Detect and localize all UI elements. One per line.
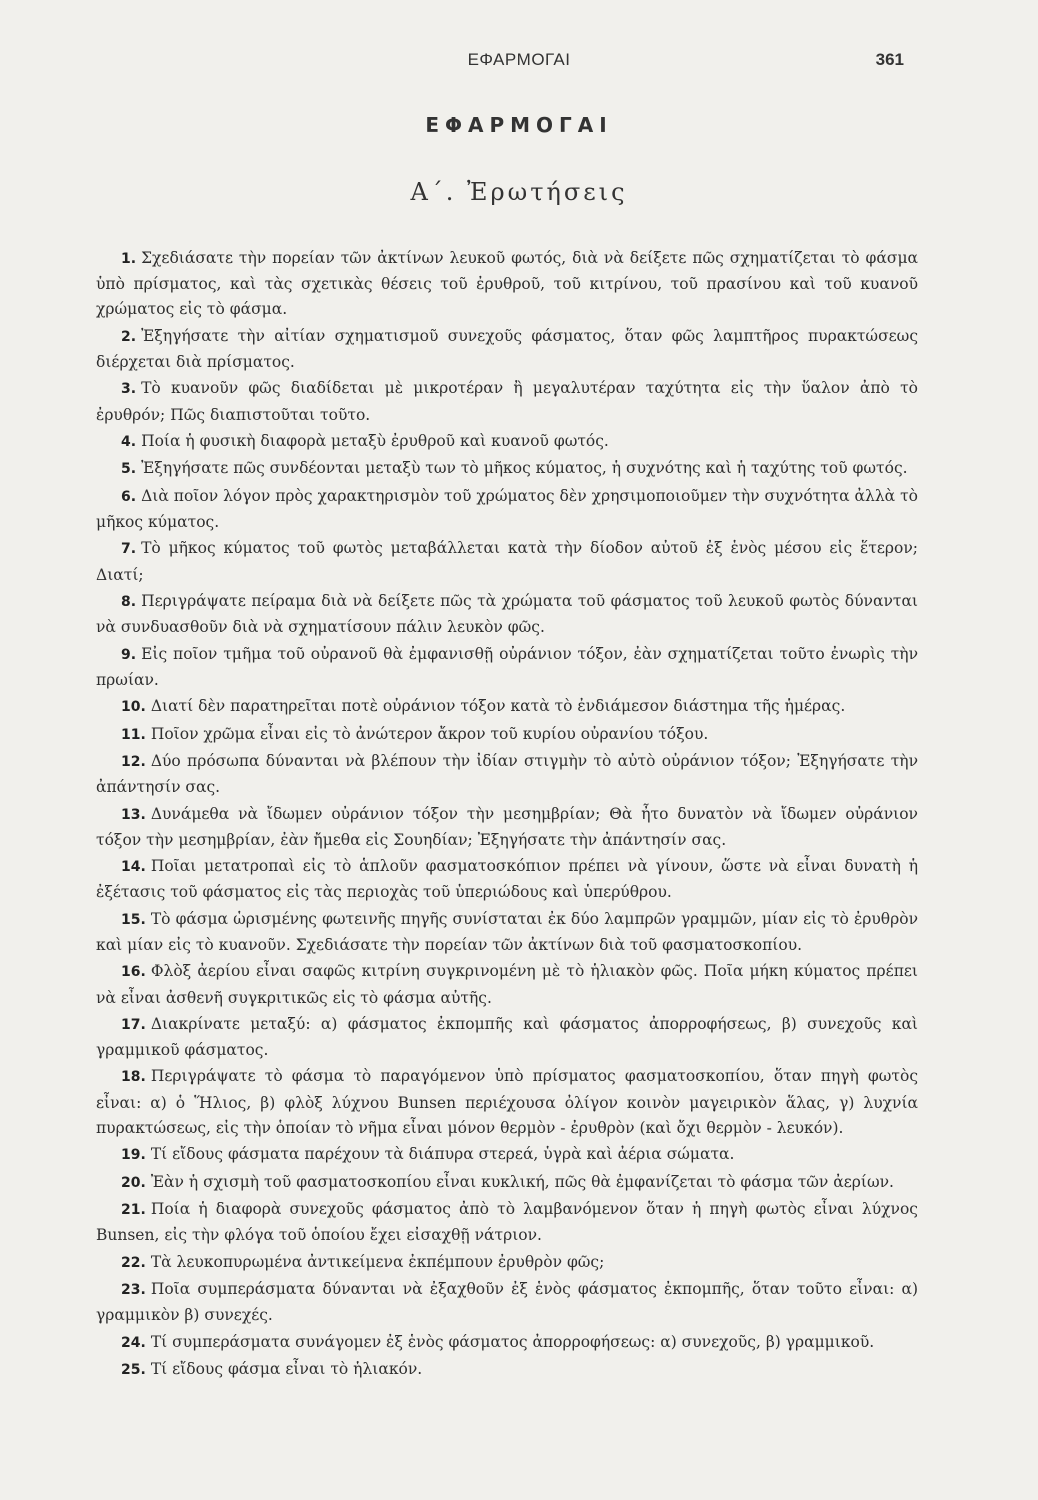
question-number: 16. [121, 964, 146, 981]
question-item [96, 749, 918, 800]
question-item [96, 1277, 918, 1328]
question-number: 5. [121, 461, 137, 478]
question-text: Ἐὰν ἡ σχισμὴ τοῦ φασματοσκοπίου εἶναι κυκλική, πῶς θὰ ἐμφανίζεται τὸ φάσμα τῶν ἀερίων. [150, 1172, 894, 1191]
question-text: Ποία ἡ φυσικὴ διαφορὰ μεταξὺ ἐρυθροῦ καὶ κυανοῦ φωτός. [141, 431, 609, 450]
question-text: Σχεδιάσατε τὴν πορείαν τῶν ἀκτίνων λευκοῦ φωτός, διὰ νὰ δείξετε πῶς σχηματίζεται τὸ φάσμα ὑπὸ πρίσματος, καὶ τὰς σχετικὰς θέσεις τοῦ ἐρυθροῦ, τοῦ κιτρίνου, τοῦ πρασίνου καὶ τοῦ κυανοῦ χρώματος εἰς τὸ φάσμα. [96, 249, 918, 319]
question-text: Διατί δὲν παρατηρεῖται ποτὲ οὐράνιον τόξον κατὰ τὸ ἐνδιάμεσον διάστημα τῆς ἡμέρας. [150, 697, 846, 716]
question-number: 4. [121, 433, 137, 450]
question-text: Διακρίνατε μεταξύ: α) φάσματος ἐκπομπῆς καὶ φάσματος ἀπορροφήσεως, β) συνεχοῦς καὶ γραμμικοῦ φάσματος. [96, 1014, 918, 1060]
question-number: 23. [121, 1282, 146, 1299]
question-text: Τί εἴδους φάσμα εἶναι τὸ ἡλιακόν. [150, 1360, 423, 1379]
question-number: 9. [121, 646, 137, 663]
question-text: Δύο πρόσωπα δύνανται νὰ βλέπουν τὴν ἰδίαν στιγμὴν τὸ αὐτὸ οὐράνιον τόξον; Ἐξηγήσατε τὴν ἀπάντησίν σας. [96, 751, 918, 797]
question-item [96, 429, 918, 455]
question-text: Περιγράψατε τὸ φάσμα τὸ παραγόμενον ὑπὸ πρίσματος φασματοσκοπίου, ὅταν πηγὴ φωτὸς εἶναι: α) ὁ Ἥλιος, β) φλὸξ λύχνου Bunsen περιέχουσα ὀλίγον κοινὸν μαγειρικὸν ἅλας, γ) λυχνία πυρακτώσεως, εἰς τὴν ὁποίαν τὸ νῆμα εἶναι μόνον θερμὸν - ἐρυθρὸν (καὶ ὄχι θερμὸν - λευκόν). [96, 1067, 918, 1137]
question-text: Ποῖα συμπεράσματα δύνανται νὰ ἐξαχθοῦν ἐξ ἑνὸς φάσματος ἐκπομπῆς, ὅταν τοῦτο εἶναι: α) γραμμικὸν β) συνεχές. [96, 1280, 918, 1325]
question-text: Διὰ ποῖον λόγον πρὸς χαρακτηρισμὸν τοῦ χρώματος δὲν χρησιμοποιοῦμεν τὴν συχνότητα ἀλλὰ τὸ μῆκος κύματος. [96, 486, 918, 531]
question-item [96, 1197, 918, 1248]
question-number: 1. [121, 251, 137, 267]
subsection-title: Α΄. Ἐρωτήσεις [410, 178, 628, 206]
question-item [96, 1330, 918, 1356]
page-number: 361 [875, 50, 904, 69]
question-item [96, 589, 918, 640]
question-text: Τὸ μῆκος κύματος τοῦ φωτὸς μεταβάλλεται κατὰ τὴν δίοδον αὐτοῦ ἐξ ἑνὸς μέσου εἰς ἕτερον; Διατί; [96, 539, 918, 584]
question-text: Ποῖαι μετατροπαὶ εἰς τὸ ἁπλοῦν φασματοσκόπιον πρέπει νὰ γίνουν, ὥστε νὰ εἶναι δυνατὴ ἡ ἐξέτασις τοῦ φάσματος εἰς τὰς περιοχὰς τοῦ ὑπεριώδους καὶ ὑπερύθρου. [96, 857, 918, 902]
question-text: Ποία ἡ διαφορὰ συνεχοῦς φάσματος ἀπὸ τὸ λαμβανόμενον ὅταν ἡ πηγὴ φωτὸς εἶναι λύχνος Bunsen, εἰς τὴν φλόγα τοῦ ὁποίου ἔχει εἰσαχθῇ νάτριον. [96, 1200, 918, 1245]
question-item [96, 854, 918, 905]
question-item [96, 376, 918, 427]
question-item [96, 802, 918, 853]
question-item [96, 1250, 918, 1276]
question-text: Περιγράψατε πείραμα διὰ νὰ δείξετε πῶς τὰ χρώματα τοῦ φάσματος τοῦ λευκοῦ φωτὸς δύνανται νὰ συνδυασθοῦν διὰ νὰ σχηματίσουν πάλιν λευκὸν φῶς. [96, 591, 918, 637]
question-item [96, 642, 918, 693]
question-number: 14. [121, 859, 146, 876]
question-number: 20. [121, 1174, 146, 1191]
question-item [96, 484, 918, 535]
question-number: 12. [121, 753, 146, 770]
question-number: 13. [121, 806, 146, 823]
question-text: Τί εἴδους φάσματα παρέχουν τὰ διάπυρα στερεά, ὑγρὰ καὶ ἀέρια σώματα. [150, 1145, 735, 1164]
question-number: 3. [121, 381, 137, 398]
question-list [96, 246, 918, 1384]
question-item [96, 324, 918, 375]
question-number: 8. [121, 593, 137, 610]
question-number: 24. [121, 1334, 146, 1351]
question-number: 22. [121, 1254, 146, 1271]
question-item [96, 1064, 918, 1141]
question-number: 17. [121, 1016, 146, 1033]
question-number: 11. [121, 726, 146, 743]
question-text: Ἐξηγήσατε πῶς συνδέονται μεταξὺ των τὸ μῆκος κύματος, ἡ συχνότης καὶ ἡ ταχύτης τοῦ φωτός. [141, 459, 908, 478]
question-item [96, 722, 918, 748]
question-number: 7. [121, 541, 137, 558]
question-text: Τὸ κυανοῦν φῶς διαδίδεται μὲ μικροτέραν ἢ μεγαλυτέραν ταχύτητα εἰς τὴν ὕαλον ἀπὸ τὸ ἐρυθρόν; Πῶς διαπιστοῦται τοῦτο. [96, 379, 918, 424]
question-number: 15. [121, 911, 146, 928]
question-item [96, 907, 918, 958]
question-text: Τί συμπεράσματα συνάγομεν ἐξ ἑνὸς φάσματος ἀπορροφήσεως: α) συνεχοῦς, β) γραμμικοῦ. [150, 1332, 875, 1351]
question-text: Ποῖον χρῶμα εἶναι εἰς τὸ ἀνώτερον ἄκρον τοῦ κυρίου οὐρανίου τόξου. [150, 724, 709, 743]
question-item [96, 959, 918, 1010]
question-text: Τὸ φάσμα ὡρισμένης φωτεινῆς πηγῆς συνίσταται ἐκ δύο λαμπρῶν γραμμῶν, μίαν εἰς τὸ ἐρυθρὸν καὶ μίαν εἰς τὸ κυανοῦν. Σχεδιάσατε τὴν πορείαν τῶν ἀκτίνων διὰ τοῦ φασματοσκοπίου. [96, 909, 918, 954]
question-item [96, 1357, 918, 1383]
question-number: 21. [121, 1202, 146, 1219]
question-item [96, 456, 918, 482]
question-number: 2. [121, 328, 137, 345]
question-item [96, 1170, 918, 1196]
question-item [96, 246, 918, 323]
question-item [96, 536, 918, 587]
question-number: 18. [121, 1069, 146, 1086]
section-title: ΕΦΑΡΜΟΓΑΙ [425, 113, 613, 137]
question-item [96, 1142, 918, 1168]
question-number: 19. [121, 1147, 146, 1164]
question-text: Φλὸξ ἀερίου εἶναι σαφῶς κιτρίνη συγκρινομένη μὲ τὸ ἡλιακὸν φῶς. Ποῖα μήκη κύματος πρέπει νὰ εἶναι ἀσθενῆ συγκριτικῶς εἰς τὸ φάσμα αὐτῆς. [96, 962, 918, 1007]
question-text: Δυνάμεθα νὰ ἴδωμεν οὐράνιον τόξον τὴν μεσημβρίαν; Θὰ ἦτο δυνατὸν νὰ ἴδωμεν οὐράνιον τόξον τὴν μεσημβρίαν, ἐὰν ἤμεθα εἰς Σουηδίαν; Ἐξηγήσατε τὴν ἀπάντησίν σας. [96, 804, 918, 849]
running-head: ΕΦΑΡΜΟΓΑΙ [467, 50, 571, 69]
question-number: 10. [121, 699, 146, 716]
question-item [96, 1012, 918, 1063]
question-number: 6. [121, 488, 137, 505]
question-text: Τὰ λευκοπυρωμένα ἀντικείμενα ἐκπέμπουν ἐρυθρὸν φῶς; [150, 1252, 605, 1271]
question-number: 25. [121, 1362, 146, 1379]
question-text: Ἐξηγήσατε τὴν αἰτίαν σχηματισμοῦ συνεχοῦς φάσματος, ὅταν φῶς λαμπτῆρος πυρακτώσεως διέρχεται διὰ πρίσματος. [96, 326, 918, 371]
question-item [96, 694, 918, 720]
question-text: Εἰς ποῖον τμῆμα τοῦ οὐρανοῦ θὰ ἐμφανισθῇ οὐράνιον τόξον, ἐὰν σχηματίζεται τοῦτο ἐνωρὶς τὴν πρωίαν. [96, 644, 918, 689]
